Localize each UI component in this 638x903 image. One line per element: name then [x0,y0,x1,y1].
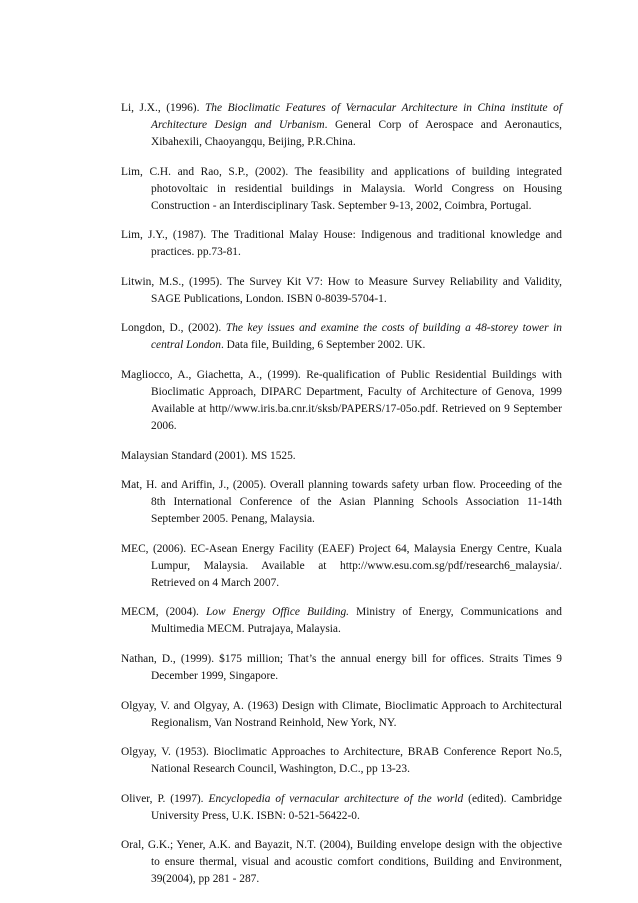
reference-text: MEC, (2006). EC-Asean Energy Facility (EAEF) Project 64, Malaysia Energy Centre, Kuala Lumpur, Malaysia. Available at http://www.esu.com.sg/pdf/research6_malaysia/. Retrieved on 4 March 2007. [121,542,562,589]
reference-text: Olgyay, V. (1953). Bioclimatic Approaches to Architecture, BRAB Conference Report No.5, National Research Council, Washington, D.C., pp 13-23. [121,746,562,776]
reference-entry [121,100,562,151]
reference-text-tail: . General Corp of Aerospace and Aeronautics, Xibahexili, Chaoyangqu, Beijing, P.R.China. [151,119,562,148]
reference-list [121,100,562,901]
reference-entry [121,698,562,732]
reference-text: Magliocco, A., Giachetta, A., (1999). Re-qualification of Public Residential Buildings with Bioclimatic Approach, DIPARC Department, Faculty of Architecture of Genova, 1999 Available at http//www.iris.ba.cnr.it/sksb/PAPERS/17-05o.pdf. Retrieved on 9 September 2006. [121,368,562,432]
reference-title: Encyclopedia of vernacular architecture of the world [208,792,464,805]
reference-text-tail: (edited). Cambridge University Press, U.K. ISBN: 0-521-56422-0. [151,792,562,822]
reference-entry [121,837,562,888]
reference-title: The key issues and examine the costs of building a 48-storey tower in central London [151,322,562,352]
reference-entry [121,274,562,308]
reference-text-tail: Ministry of Energy, Communications and Multimedia MECM. Putrajaya, Malaysia. [151,606,562,636]
reference-text: Lim, J.Y., (1987). The Traditional Malay House: Indigenous and traditional knowledge and practices. pp.73-81. [121,229,562,259]
reference-entry [121,541,562,592]
reference-entry [121,367,562,435]
reference-text: Nathan, D., (1999). $175 million; That’s the annual energy bill for offices. Straits Times 9 December 1999, Singapore. [121,652,562,682]
reference-text: Malaysian Standard (2001). MS 1525. [121,449,296,462]
reference-text: Lim, C.H. and Rao, S.P., (2002). The feasibility and applications of building integrated photovoltaic in residential buildings in Malaysia. World Congress on Housing Construction - an Interdisciplinary Task. September 9-13, 2002, Coimbra, Portugal. [121,165,562,212]
reference-entry [121,227,562,261]
reference-entry [121,651,562,685]
reference-entry [121,164,562,215]
reference-entry [121,448,562,465]
reference-text: MECM, (2004). [121,606,206,619]
reference-text: Mat, H. and Ariffin, J., (2005). Overall planning towards safety urban flow. Proceeding of the 8th International Conference of the Asian Planning Schools Association 11-14th September 2005. Penang, Malaysia. [121,479,562,526]
reference-entry [121,320,562,354]
reference-entry [121,477,562,528]
reference-text: Oliver, P. (1997). [121,792,209,805]
reference-entry [121,604,562,638]
reference-title: Low Energy Office Building. [205,606,350,619]
reference-text: Olgyay, V. and Olgyay, A. (1963) Design with Climate, Bioclimatic Approach to Architectural Regionalism, Van Nostrand Reinhold, New York, NY. [121,699,562,729]
reference-text: Li, J.X., (1996). [121,102,205,114]
reference-text-tail: . Data file, Building, 6 September 2002. UK. [220,339,426,352]
reference-text: Longdon, D., (2002). [121,322,226,335]
reference-entry [121,791,562,825]
reference-title: The Bioclimatic Features of Vernacular Architecture in China institute of Architecture Design and Urbanism [151,102,562,131]
reference-text: Litwin, M.S., (1995). The Survey Kit V7: How to Measure Survey Reliability and Validity, SAGE Publications, London. ISBN 0-8039-5704-1. [121,275,562,305]
reference-text: Oral, G.K.; Yener, A.K. and Bayazit, N.T. (2004), Building envelope design with the objective to ensure thermal, visual and acoustic comfort conditions, Building and Environment, 39(2004), pp 281 - 287. [121,839,562,886]
reference-entry [121,744,562,778]
